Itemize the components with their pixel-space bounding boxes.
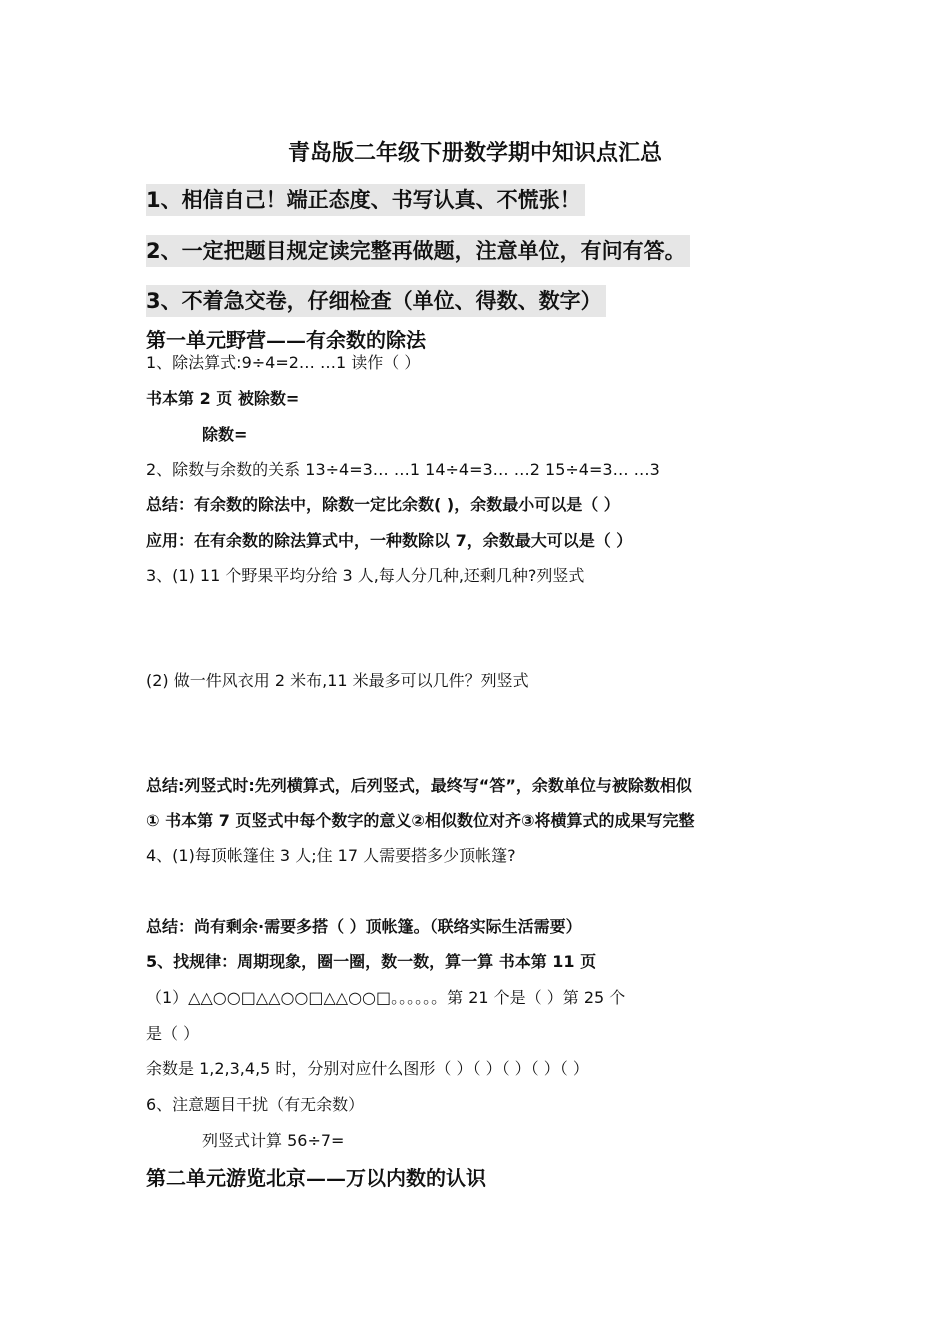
unit1-line-1: 1、除法算式:9÷4=2… …1 读作（ ） <box>146 353 421 372</box>
unit1-line-18: 列竖式计算 56÷7= <box>202 1131 345 1150</box>
unit1-line-15: 是（ ） <box>146 1024 200 1043</box>
unit1-line-3: 除数= <box>202 425 248 444</box>
unit1-line-9: 总结:列竖式时:先列横算式，后列竖式，最终写“答”，余数单位与被除数相似 <box>146 776 692 795</box>
unit1-line-11: 4、(1)每顶帐篷住 3 人;住 17 人需要搭多少顶帐篷? <box>146 846 516 865</box>
reminder-2: 2、一定把题目规定读完整再做题，注意单位，有问有答。 <box>146 235 690 267</box>
unit1-line-12: 总结：尚有剩余·需要多搭（ ）顶帐篷。（联络实际生活需要） <box>146 917 582 936</box>
reminder-1: 1、相信自己！端正态度、书写认真、不慌张！ <box>146 184 585 216</box>
document-title: 青岛版二年级下册数学期中知识点汇总 <box>287 140 662 166</box>
unit1-line-8: (2) 做一件风衣用 2 米布,11 米最多可以几件？列竖式 <box>146 671 529 690</box>
unit1-line-5: 总结：有余数的除法中，除数一定比余数( )，余数最小可以是（ ） <box>146 495 620 514</box>
unit1-line-6: 应用：在有余数的除法算式中，一种数除以 7，余数最大可以是（ ） <box>146 531 633 550</box>
unit1-line-4: 2、除数与余数的关系 13÷4=3… …1 14÷4=3… …2 15÷4=3… …3 <box>146 460 660 479</box>
unit1-line-2: 书本第 2 页 被除数= <box>146 389 300 408</box>
unit1-line-10: ① 书本第 7 页竖式中每个数字的意义②相似数位对齐③将横算式的成果写完整 <box>146 811 695 830</box>
unit1-line-14: （1）△△○○□△△○○□△△○○□。。。。。。第 21 个是（ ）第 25 个 <box>146 988 626 1007</box>
unit1-heading: 第一单元野营——有余数的除法 <box>146 328 426 352</box>
unit1-line-17: 6、注意题目干扰（有无余数） <box>146 1095 365 1114</box>
reminder-3: 3、不着急交卷，仔细检查（单位、得数、数字） <box>146 285 606 317</box>
unit1-line-13: 5、找规律：周期现象，圈一圈，数一数，算一算 书本第 11 页 <box>146 952 597 971</box>
unit1-line-7: 3、(1) 11 个野果平均分给 3 人,每人分几种,还剩几种?列竖式 <box>146 566 585 585</box>
unit1-line-16: 余数是 1,2,3,4,5 时，分别对应什么图形（ ）（ ）（ ）（ ）（ ） <box>146 1059 589 1078</box>
unit2-heading: 第二单元游览北京——万以内数的认识 <box>146 1166 486 1190</box>
